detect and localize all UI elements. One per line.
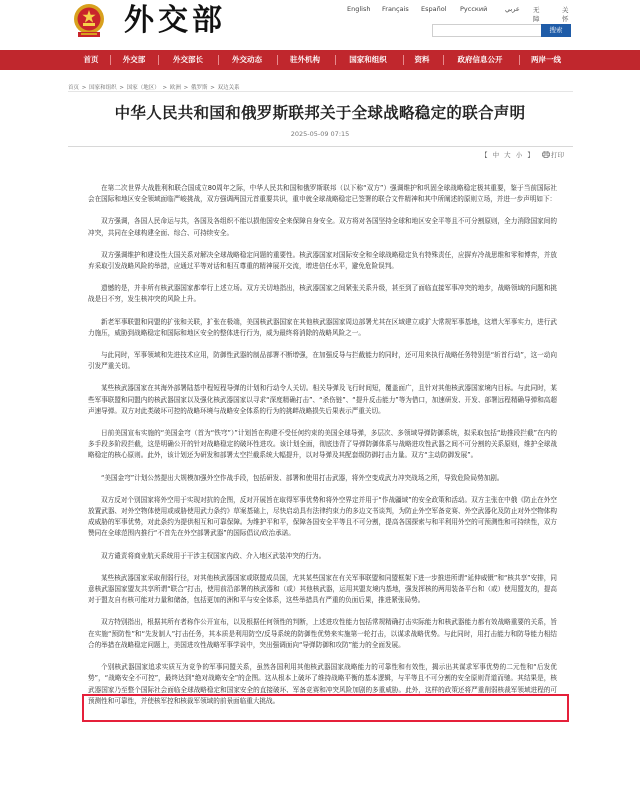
font-size-controls: 【 中 大 小 】 — [481, 151, 534, 159]
nav-item-gov-info[interactable]: 政府信息公开 — [457, 55, 503, 64]
nav-divider — [335, 55, 336, 65]
article-paragraph: 日前美国宣布实施的“美国金穹（首为“铁穹”）”计划旨在构建不受任何约束的美国全球导弹，多层次、多领域导弹防御系统，拟采取包括“助推段拦截”在内的多手段多阶段拦截，这是明确公开的针对战略稳定的破坏性进攻。该计划全面，彻底违背了导弹防御体系与战略进攻性武器之间不可分割的关系原则，维护全球战略稳定的核心原则。此外，该计划还为研发和部署太空拦截系统大幅提升，以对导弹及其配套级防御打击力量。双方“主动防御发展”。 — [88, 429, 557, 460]
article-paragraph: 遗憾的是，并非所有核武器国家都奉行上述立场。双方关切地指出，核武器国家之间紧张关系升级，甚至到了面临直接军事冲突的地步，战略领域的问题和挑战是日不穷，发生核冲突的风险上升。 — [88, 284, 557, 304]
nav-item-minister[interactable]: 外交部长 — [173, 55, 203, 64]
font-size-large-button[interactable]: 大 — [504, 151, 511, 159]
title-divider — [68, 146, 573, 147]
nav-item-diplomatic-news[interactable]: 外交动态 — [232, 55, 262, 64]
publish-date: 2025-05-09 07:15 — [290, 130, 350, 138]
print-button[interactable] — [542, 150, 564, 159]
article-paragraph: 某些核武器国家采取削弱行径，对其他核武器国家或联盟成员国，尤其某些国家在有关军事联盟和同盟框架下进一步推进所谓“延伸威慑”和“核共享”安排，同意核武器国家盟友共享所谓“联合”打击，使用前沿部署的核武器和（或）其他核武器，运用其盟友境内基地，强发挥核的两用装备平台和（或）使用盟友的，提高对于盟友自有核可能对力量和储备，包括更加的洲和平与安全体系，这些举措具有严重的负面后果，推进紧张局势。 — [88, 573, 557, 605]
nav-divider — [519, 55, 520, 65]
article-paragraph: 某些核武器国家在其海外部署陆基中程短程导弹的计划和行动令人关切。相关导弹及飞行时间短，覆盖面广，且针对其他核武器国家境内目标。与此同时，某些军事联盟和同盟内的核武器国家以及强化核武器国家以寻求“深度精确打击”、“杀伤链”、“提升反击能力”等为借口，加速研发、开发、部署远程精确导弹和高超声速导弹。双方对此类破坏可控的战略环境与战略安全体系的行为的挑衅战略损失后果表示严重关切。 — [88, 384, 557, 415]
article-body — [88, 183, 557, 718]
article-paragraph: 与此同时，军事领域和先进技术应用，防御性武器的制品部署不断增强，在加强反导与拦截能力的同时，还可用来执行战略任务特别是“斩首行动”，这一动向引发严重关切。 — [88, 351, 557, 371]
article-paragraph: 在第二次世界大战胜利和联合国成立80周年之际，中华人民共和国和俄罗斯联邦（以下称“双方”）强调维护和巩固全球战略稳定极其重要，鉴于当前国际社会在国际和地区安全领域面临严峻挑战，双方强调两国元首重要共识，重申就全球战略稳定已签署的联合文件精神和其中所阐述的原则立场，并进一步声明如下： — [88, 184, 557, 204]
nav-divider — [158, 55, 159, 65]
breadcrumb-bilateral-relations[interactable]: 双边关系 — [217, 85, 240, 91]
breadcrumb-countries-orgs[interactable]: 国家和组织 — [89, 85, 117, 91]
nav-item-ministry[interactable]: 外交部 — [122, 55, 146, 64]
print-label: 打印 — [551, 151, 564, 159]
nav-item-missions-abroad[interactable]: 驻外机构 — [290, 55, 320, 64]
article-paragraph: 新老军事联盟和同盟的扩张和关联，扩张在极端，美国核武器国家在其他核武器国家周边部署尤其在区域建立或扩大常规军事基地，这增大军事实力，进行武力施压，威胁到战略稳定和国际和地区安全的整体进行行为，威为最终将消除的战略风险之一。 — [88, 317, 557, 337]
breadcrumb-home[interactable]: 首页 — [68, 85, 80, 91]
care-mode-link[interactable]: 关怀 — [562, 6, 569, 23]
breadcrumb-divider — [68, 91, 573, 92]
main-nav — [0, 50, 640, 70]
breadcrumb-russia[interactable]: 俄罗斯 — [191, 85, 208, 91]
article-paragraph: 双方谴责将商业航天系统用于干涉主权国家内政、介入地区武装冲突的行为。 — [101, 551, 326, 560]
search-input[interactable] — [432, 24, 542, 37]
article-paragraph: “美国金穹”计划公然提出大规模加强外空作战手段，包括研发、部署和使用打击武器，将外空变成武力冲突战场之所，导致危险局势加剧。 — [101, 473, 504, 482]
accessibility-link[interactable]: 无障 — [533, 6, 540, 23]
nav-item-home[interactable]: 首页 — [83, 55, 99, 64]
nav-divider — [110, 55, 111, 65]
nav-divider — [277, 55, 278, 65]
site-brand-logo[interactable]: 外交部 — [124, 3, 226, 38]
breadcrumb-countries-regions[interactable]: 国家（地区） — [126, 85, 160, 91]
search-button[interactable]: 搜索 — [541, 24, 571, 37]
article-paragraph: 双方强调，各国人民命运与共，各国及各组织不能以损他国安全来保障自身安全。双方将对各国坚持全球和地区安全平等且不可分割原则，全力消除国家间的冲突，共同在全球构建全面、综合、可持续安全。 — [88, 217, 557, 237]
national-emblem-icon[interactable] — [72, 1, 106, 39]
lang-link-spanish[interactable]: Español — [421, 5, 447, 13]
site-header — [0, 0, 640, 44]
page-title: 中华人民共和国和俄罗斯联邦关于全球战略稳定的联合声明 — [114, 104, 526, 122]
printer-icon — [542, 151, 550, 158]
lang-link-french[interactable]: Français — [382, 5, 409, 13]
nav-divider — [218, 55, 219, 65]
lang-link-english[interactable]: English — [347, 5, 371, 13]
nav-divider — [403, 55, 404, 65]
breadcrumb: 首页 > 国家和组织 > 国家（地区） > 欧洲 > 俄罗斯 > 双边关系 — [68, 85, 240, 91]
nav-item-resources[interactable]: 资料 — [414, 55, 430, 64]
lang-link-russian[interactable]: Русский — [460, 5, 488, 13]
article-paragraph: 个别核武器国家追求实质互为竞争的军事同盟关系，虽然各国利用其他核武器国家战略能力的可靠性和有效性，揭示出其谋求军事优势的二元性和“后发优势”，“战略安全不可控”，最终达到“绝对战略安全”的企图。这从根本上破坏了维持战略平衡的基本逻辑，与平等且不可分割的安全原则背道而驰。其结果是，核武器国家乃至整个国际社会面临全球战略稳定和国家安全的直接破坏、军备竞赛和冲突风险加剧的多重威胁。此外，这样的政策还将严重削弱核裁军领域进程的可预测性和可靠性，并使核军控和核裁军领域的前景面临重大挑战。 — [88, 663, 557, 705]
nav-item-cross-strait[interactable]: 两岸一线 — [531, 55, 561, 64]
breadcrumb-europe[interactable]: 欧洲 — [169, 85, 181, 91]
article-paragraph-highlighted: 双方特别指出，根据其所有者称作公开宣布，以及根据任何领性的判断，上述进攻性能力包括常规精确打击实际能力和核武器能力都有效战略重要的关系，旨在实施“预防性”和“先发制人”打击任务，其本质是利用防空/反导系统的防御性优势来实施第一轮打击，以谋求战略优势。与此同时，用打击能力和防导能力相结合的举措在战略稳定问题上，美国进攻性战略军事学说中，突出强调面向“导弹防御和攻防”能力的全面发展。 — [88, 618, 557, 649]
nav-divider — [443, 55, 444, 65]
nav-item-countries-orgs[interactable]: 国家和组织 — [349, 55, 387, 64]
article-paragraph: 双方强调维护和建设性大国关系对解决全球战略稳定问题的重要性。核武器国家对国际安全和全球战略稳定负有特殊责任，应摒弃冷战思维和零和博弈，并放弃采取引发战略风险的举措，应通过平等对话和相互尊重的精神展开交流，增进信任水平，避免危险误判。 — [88, 250, 557, 271]
font-size-medium-button[interactable]: 中 — [492, 151, 500, 159]
article-paragraph: 双方反对个别国家将外空用于实现对抗的企图，反对开展旨在取得军事优势和将外空界定并用于“作战疆域”的安全政策和活动。双方主张在中俄《防止在外空放置武器、对外空物体使用或威胁使用武力条约》草案基础上，尽快启动具有法律约束力的多边文书谈判，为防止外空军备竞赛、外空武器化及防止对外空物体构成威胁的军事优势，对此条约为提供相互和可靠保障。为维护平和平，保障各国安全平等且不可分割，提高各国探索与和平利用外空的可预测性和可持续性，双方赞同在全球范围内推行“不首先在外空部署武器”的国际倡议/政治承诺。 — [88, 495, 557, 538]
lang-link-arabic[interactable]: عربي — [505, 5, 520, 13]
font-size-small-button[interactable]: 小 — [515, 151, 523, 159]
